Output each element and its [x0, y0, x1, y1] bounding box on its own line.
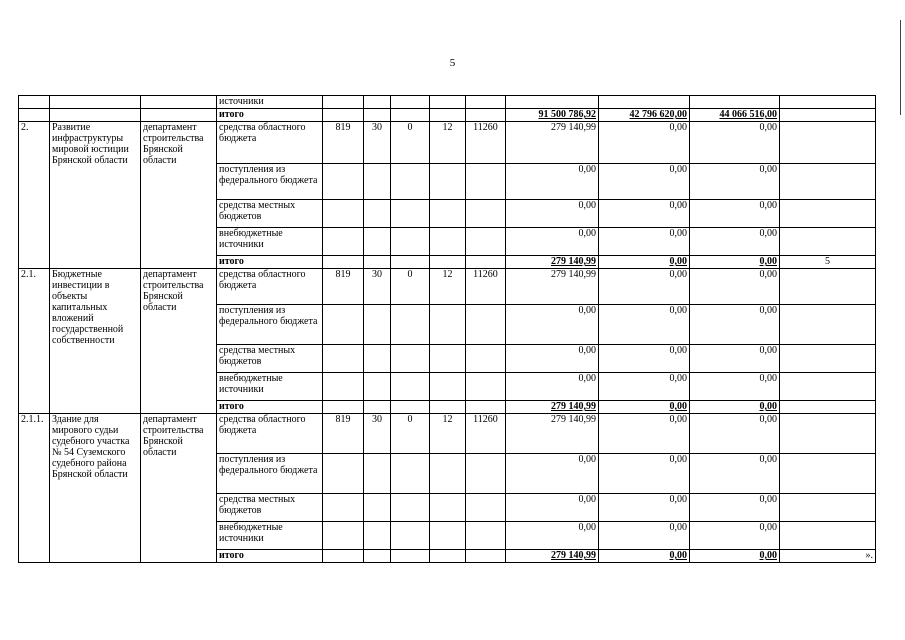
total-amount-1: 279 140,99 [506, 401, 599, 414]
amount-year-2: 0,00 [599, 373, 690, 401]
target-code: 12 [430, 414, 466, 454]
grbs-code [323, 228, 364, 256]
target-code [430, 373, 466, 401]
table-row-continued-source [19, 96, 876, 109]
amount-year-1: 0,00 [506, 228, 599, 256]
amount-year-1: 279 140,99 [506, 269, 599, 305]
expense-code: 11260 [466, 122, 506, 164]
amount-year-2: 0,00 [599, 414, 690, 454]
section-code [364, 373, 391, 401]
item-name: Бюджетные инвестиции в объекты капитальных вложений государственной собственности [50, 269, 141, 414]
total-label: итого [217, 401, 323, 414]
subsection-code [391, 305, 430, 345]
tail-cell [780, 494, 876, 522]
section-code: 30 [364, 414, 391, 454]
total-tail: 5 [780, 256, 876, 269]
grbs-code [323, 305, 364, 345]
amount-year-2: 0,00 [599, 228, 690, 256]
subsection-code [391, 522, 430, 550]
grbs-code [323, 200, 364, 228]
tail-cell [780, 414, 876, 454]
total-label: итого [217, 550, 323, 563]
item-number: 2. [19, 122, 50, 269]
tail-cell [780, 269, 876, 305]
tail-cell [780, 522, 876, 550]
item-executor: департамент строительства Брянской области [141, 414, 217, 563]
amount-year-1: 0,00 [506, 494, 599, 522]
total-amount-2: 0,00 [599, 401, 690, 414]
grbs-code [323, 345, 364, 373]
amount-year-3: 0,00 [690, 454, 780, 494]
amount-year-1: 0,00 [506, 164, 599, 200]
funding-source: внебюджетные источники [217, 228, 323, 256]
amount-year-3: 0,00 [690, 522, 780, 550]
grbs-code [323, 454, 364, 494]
total-amount-3: 0,00 [690, 550, 780, 563]
funding-source: средства местных бюджетов [217, 494, 323, 522]
target-code [430, 164, 466, 200]
budget-table [18, 95, 876, 563]
item-name: Развитие инфраструктуры мировой юстиции Брянской области [50, 122, 141, 269]
amount-year-1: 0,00 [506, 305, 599, 345]
item-number: 2.1. [19, 269, 50, 414]
total-value-2: 42 796 620,00 [599, 109, 690, 122]
subsection-code [391, 200, 430, 228]
funding-source: поступления из федерального бюджета [217, 164, 323, 200]
subsection-code [391, 494, 430, 522]
target-code: 12 [430, 122, 466, 164]
section-code [364, 454, 391, 494]
section-code [364, 522, 391, 550]
item-name: Здание для мирового судьи судебного участка № 54 Суземского судебного района Брянской области [50, 414, 141, 563]
target-code [430, 494, 466, 522]
funding-source: средства местных бюджетов [217, 200, 323, 228]
total-value-3: 44 066 516,00 [690, 109, 780, 122]
grbs-code [323, 522, 364, 550]
tail-cell [780, 228, 876, 256]
expense-code: 11260 [466, 414, 506, 454]
total-amount-3: 0,00 [690, 401, 780, 414]
amount-year-3: 0,00 [690, 269, 780, 305]
amount-year-1: 279 140,99 [506, 122, 599, 164]
amount-year-1: 0,00 [506, 373, 599, 401]
table-row [19, 122, 876, 164]
table-row [19, 269, 876, 305]
amount-year-2: 0,00 [599, 494, 690, 522]
subsection-code [391, 454, 430, 494]
subsection-code: 0 [391, 122, 430, 164]
section-code [364, 345, 391, 373]
section-code [364, 305, 391, 345]
grbs-code [323, 494, 364, 522]
subsection-code: 0 [391, 414, 430, 454]
target-code [430, 228, 466, 256]
target-code [430, 522, 466, 550]
grbs-code [323, 373, 364, 401]
expense-code [466, 494, 506, 522]
amount-year-3: 0,00 [690, 228, 780, 256]
total-amount-3: 0,00 [690, 256, 780, 269]
tail-cell [780, 122, 876, 164]
total-tail [780, 401, 876, 414]
amount-year-2: 0,00 [599, 522, 690, 550]
table-row [19, 414, 876, 454]
amount-year-2: 0,00 [599, 269, 690, 305]
expense-code [466, 228, 506, 256]
tail-cell [780, 454, 876, 494]
amount-year-2: 0,00 [599, 164, 690, 200]
amount-year-3: 0,00 [690, 305, 780, 345]
funding-source: средства областного бюджета [217, 269, 323, 305]
expense-code [466, 373, 506, 401]
total-amount-1: 279 140,99 [506, 550, 599, 563]
item-number: 2.1.1. [19, 414, 50, 563]
grbs-code: 819 [323, 269, 364, 305]
amount-year-1: 0,00 [506, 345, 599, 373]
tail-cell [780, 200, 876, 228]
total-tail: ». [780, 550, 876, 563]
total-amount-2: 0,00 [599, 256, 690, 269]
funding-source: внебюджетные источники [217, 522, 323, 550]
expense-code [466, 454, 506, 494]
expense-code [466, 345, 506, 373]
amount-year-2: 0,00 [599, 454, 690, 494]
tail-cell [780, 164, 876, 200]
target-code [430, 200, 466, 228]
section-code [364, 164, 391, 200]
amount-year-3: 0,00 [690, 122, 780, 164]
amount-year-2: 0,00 [599, 345, 690, 373]
tail-cell [780, 305, 876, 345]
expense-code: 11260 [466, 269, 506, 305]
page-number: 5 [449, 57, 456, 69]
section-code [364, 494, 391, 522]
amount-year-3: 0,00 [690, 164, 780, 200]
total-value-1: 91 500 786,92 [506, 109, 599, 122]
item-executor: департамент строительства Брянской области [141, 122, 217, 269]
amount-year-2: 0,00 [599, 200, 690, 228]
tail-cell [780, 373, 876, 401]
subsection-code [391, 164, 430, 200]
subsection-code: 0 [391, 269, 430, 305]
amount-year-3: 0,00 [690, 200, 780, 228]
subsection-code [391, 345, 430, 373]
expense-code [466, 522, 506, 550]
target-code [430, 305, 466, 345]
funding-source: внебюджетные источники [217, 373, 323, 401]
target-code: 12 [430, 269, 466, 305]
amount-year-1: 0,00 [506, 454, 599, 494]
grbs-code: 819 [323, 122, 364, 164]
grbs-code: 819 [323, 414, 364, 454]
expense-code [466, 164, 506, 200]
subsection-code [391, 373, 430, 401]
grbs-code [323, 164, 364, 200]
amount-year-2: 0,00 [599, 122, 690, 164]
amount-year-3: 0,00 [690, 494, 780, 522]
amount-year-2: 0,00 [599, 305, 690, 345]
subsection-code [391, 228, 430, 256]
section-code: 30 [364, 269, 391, 305]
funding-source: средства областного бюджета [217, 414, 323, 454]
tail-cell [780, 345, 876, 373]
amount-year-1: 0,00 [506, 522, 599, 550]
page-edge-line [900, 20, 901, 115]
item-executor: департамент строительства Брянской области [141, 269, 217, 414]
target-code [430, 454, 466, 494]
section-code: 30 [364, 122, 391, 164]
expense-code [466, 305, 506, 345]
amount-year-3: 0,00 [690, 345, 780, 373]
table-row-grand-total [19, 109, 876, 122]
amount-year-3: 0,00 [690, 373, 780, 401]
funding-source: поступления из федерального бюджета [217, 305, 323, 345]
target-code [430, 345, 466, 373]
amount-year-1: 279 140,99 [506, 414, 599, 454]
funding-source: средства местных бюджетов [217, 345, 323, 373]
amount-year-3: 0,00 [690, 414, 780, 454]
total-label: итого [217, 109, 323, 122]
expense-code [466, 200, 506, 228]
section-code [364, 228, 391, 256]
amount-year-1: 0,00 [506, 200, 599, 228]
source-label: источники [217, 96, 323, 109]
total-amount-1: 279 140,99 [506, 256, 599, 269]
total-amount-2: 0,00 [599, 550, 690, 563]
funding-source: средства областного бюджета [217, 122, 323, 164]
total-label: итого [217, 256, 323, 269]
section-code [364, 200, 391, 228]
funding-source: поступления из федерального бюджета [217, 454, 323, 494]
